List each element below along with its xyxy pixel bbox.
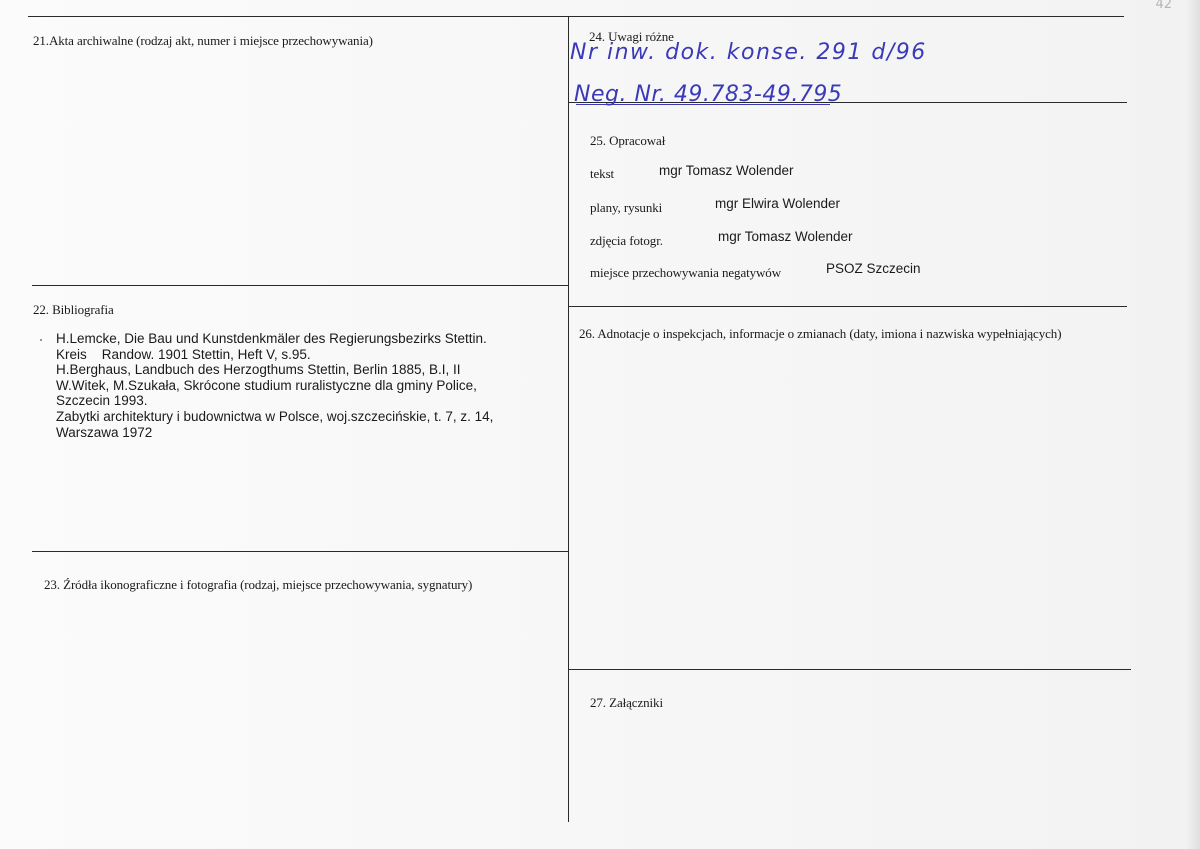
photos-author-label: zdjęcia fotogr.: [590, 233, 663, 248]
handwriting-underline: [576, 104, 830, 105]
negatives-location-label: miejsce przechowywania negatywów: [590, 265, 782, 280]
divider-21-22: [32, 285, 569, 286]
bibliography-line: Zabytki architektury i budownictwa w Polsce, woj.szczecińskie, t. 7, z. 14,: [56, 408, 494, 424]
section-27-label: 27. Załączniki: [590, 695, 663, 710]
divider-25-26: [569, 306, 1127, 307]
handwritten-inventory-number: Nr inw. dok. konse. 291 d/96: [570, 40, 927, 65]
bibliography-line: W.Witek, M.Szukała, Skrócone studium ruralistyczne dla gminy Police,: [56, 377, 477, 393]
top-border: [28, 16, 1124, 17]
text-author-label: tekst: [590, 166, 615, 181]
section-22-label: 22. Bibliografia: [33, 302, 114, 317]
plans-author-value: mgr Elwira Wolender: [715, 196, 841, 211]
divider-22-23: [32, 551, 569, 552]
bibliography-line: H.Berghaus, Landbuch des Herzogthums Stettin, Berlin 1885, B.I, II: [56, 362, 461, 378]
center-divider: [568, 16, 569, 822]
bibliography-line: Kreis Randow. 1901 Stettin, Heft V, s.95.: [56, 346, 311, 362]
divider-26-27: [569, 669, 1131, 670]
scan-edge-shadow: [1186, 0, 1200, 849]
photos-author-value: mgr Tomasz Wolender: [718, 229, 853, 244]
section-26-label: 26. Adnotacje o inspekcjach, informacje o zmianach (daty, imiona i nazwiska wypełniających): [579, 326, 1062, 341]
bibliography-line: Szczecin 1993.: [56, 393, 148, 409]
section-21-label: 21.Akta archiwalne (rodzaj akt, numer i miejsce przechowywania): [33, 33, 373, 48]
margin-mark: [40, 339, 42, 341]
section-23-label: 23. Źródła ikonograficzne i fotografia (rodzaj, miejsce przechowywania, sygnatury): [44, 577, 473, 592]
bibliography-line: H.Lemcke, Die Bau und Kunstdenkmäler des Regierungsbezirks Stettin.: [56, 331, 487, 346]
section-24-label: 24. Uwagi różne: [589, 29, 674, 44]
handwritten-negative-numbers: Neg. Nr. 49.783-49.795: [574, 82, 843, 107]
margin-number: 42: [1155, 0, 1172, 12]
section-25-label: 25. Opracował: [590, 133, 666, 148]
bibliography-list: [56, 331, 493, 440]
plans-author-label: plany, rysunki: [590, 200, 663, 215]
text-author-value: mgr Tomasz Wolender: [659, 163, 794, 178]
bibliography-line: Warszawa 1972: [56, 424, 153, 440]
negatives-location-value: PSOZ Szczecin: [826, 261, 921, 276]
